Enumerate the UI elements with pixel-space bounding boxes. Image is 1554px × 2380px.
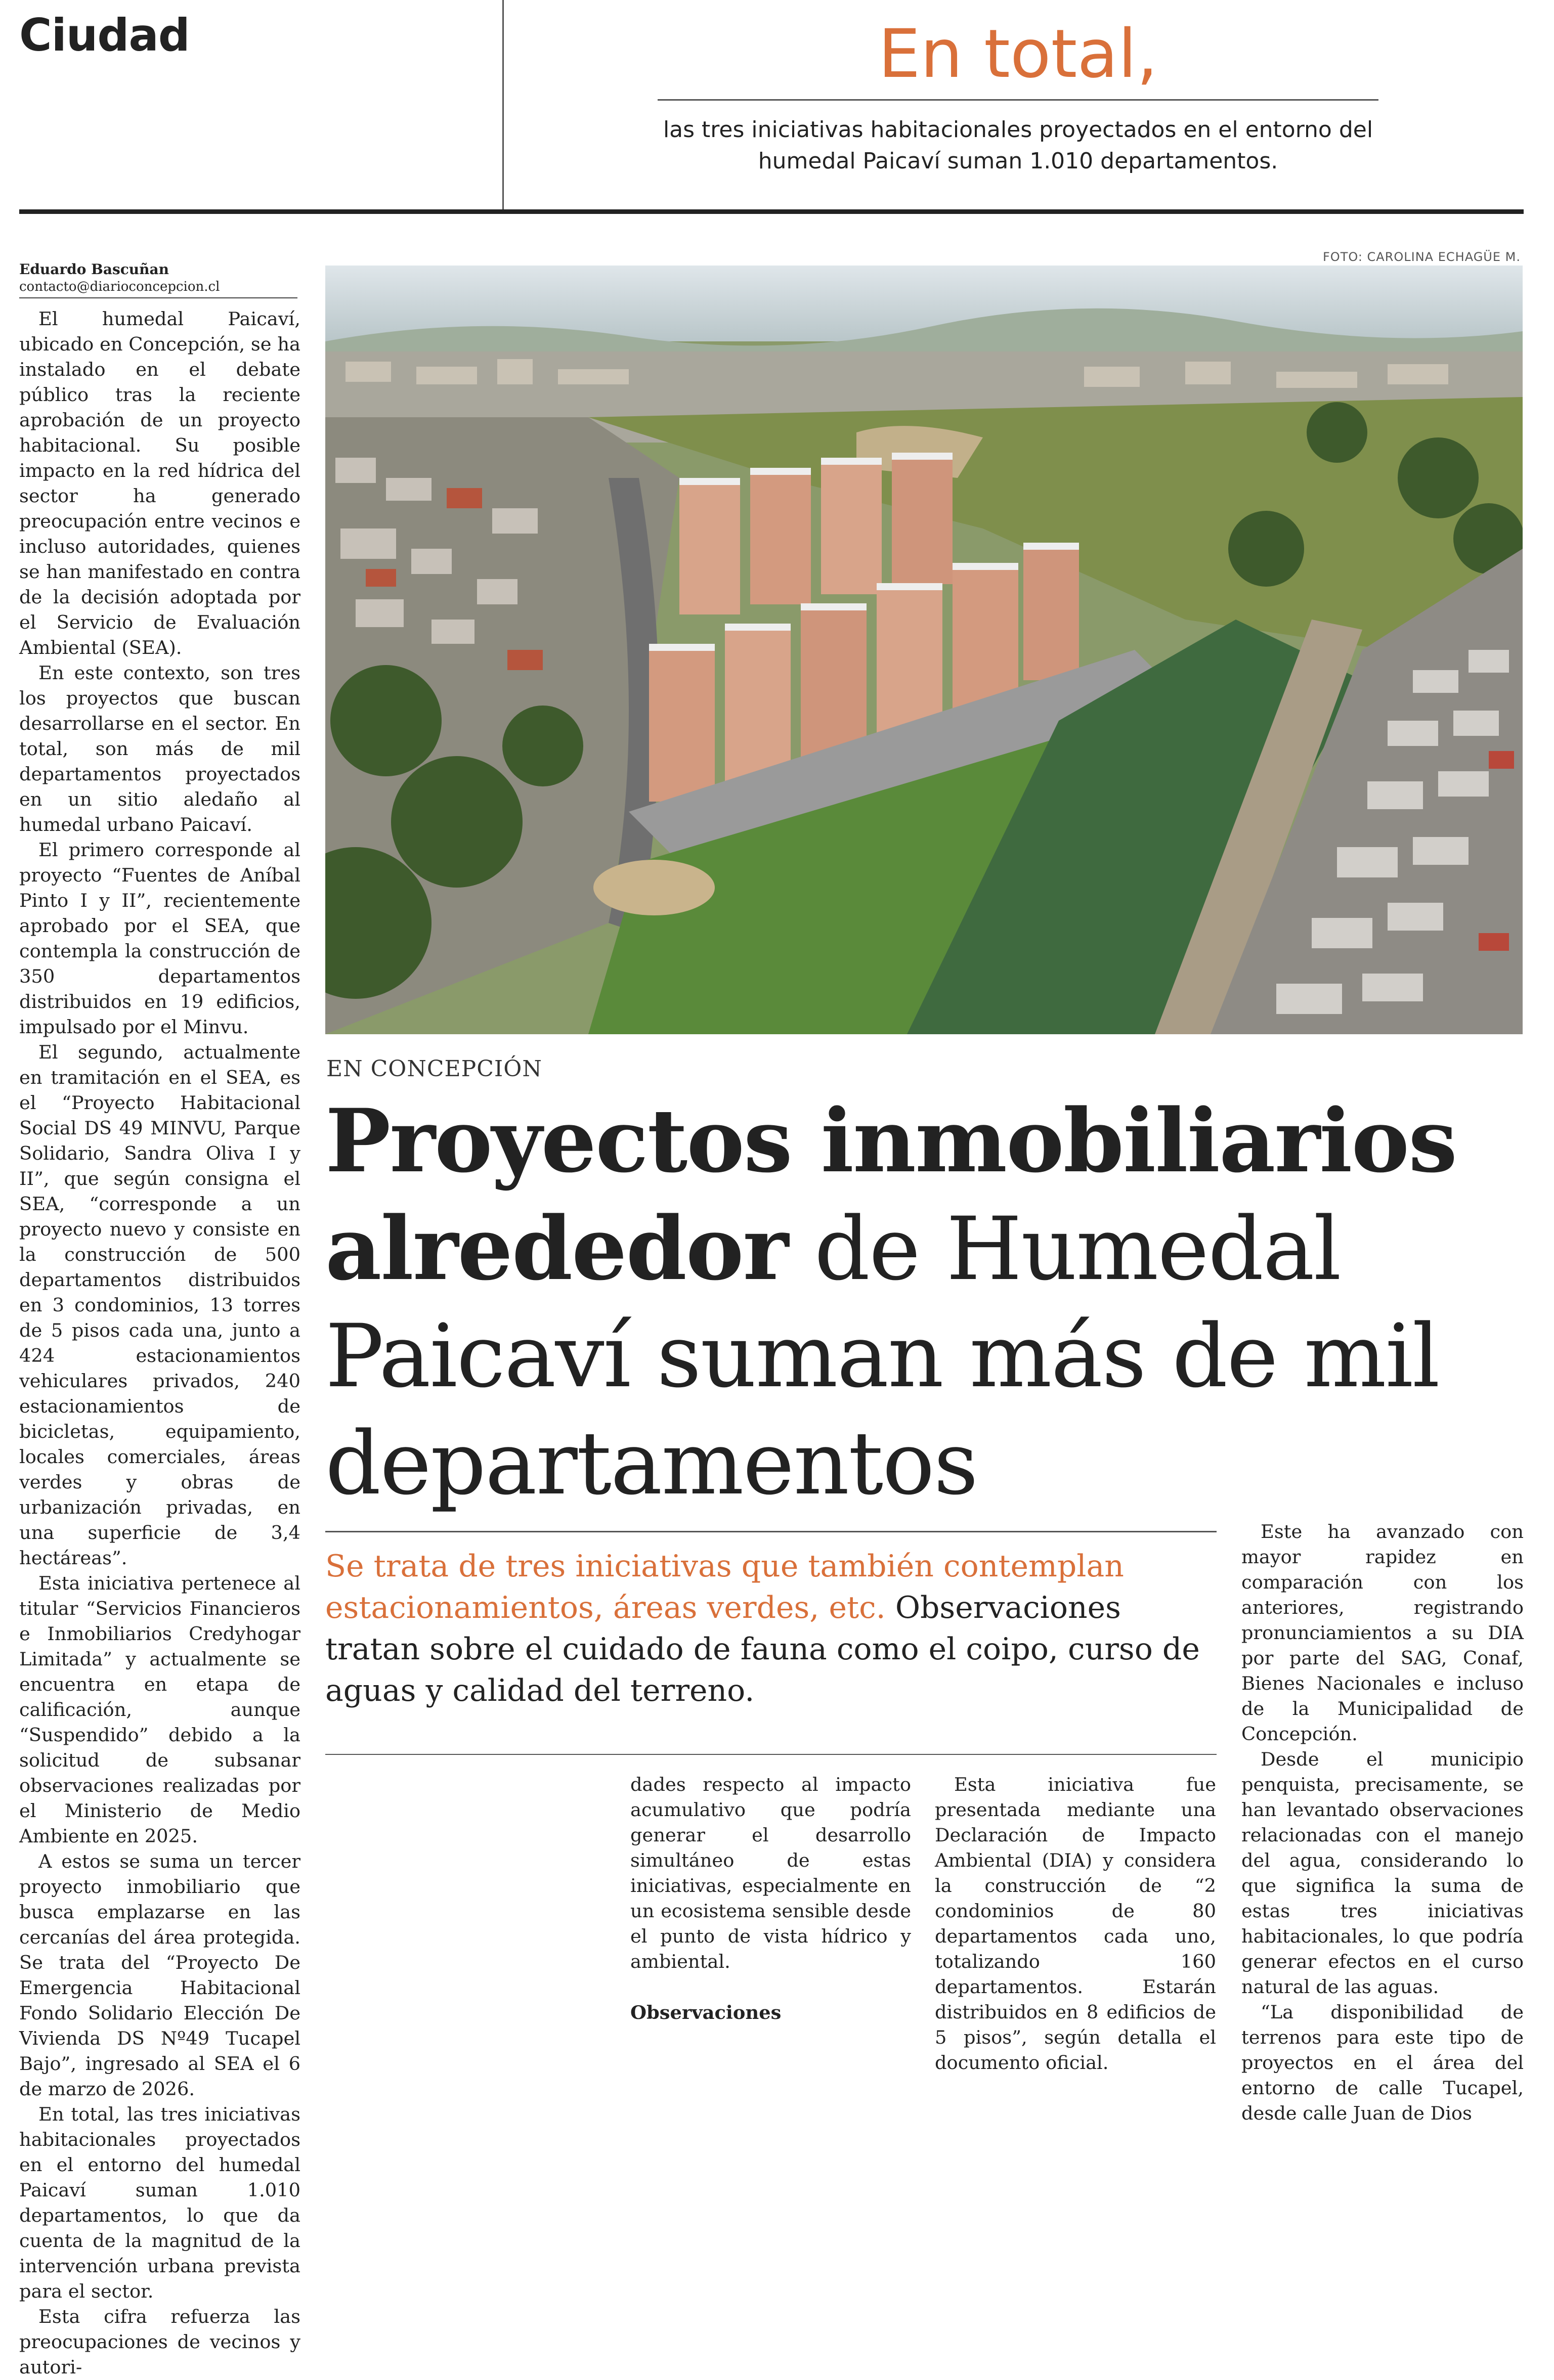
- author-name: Eduardo Bascuñan: [19, 261, 169, 278]
- deck: [325, 1546, 1217, 1711]
- article-column-3: [630, 1772, 911, 2025]
- paragraph: dades respecto al impacto acumulativo que podría generar el desarrollo simultáneo de estas iniciativas, especialmente en un ecosistema sensible desde el punto de vista hídrico y ambiental.: [630, 1774, 911, 1972]
- article-column-4: [935, 1772, 1216, 2076]
- photo-credit: FOTO: CAROLINA ECHAGÜE M.: [1323, 250, 1521, 264]
- article-kicker: EN CONCEPCIÓN: [326, 1056, 542, 1082]
- paragraph: El humedal Paicaví, ubicado en Concepción, se ha instalado en el debate público tras la reciente aprobación de un proyecto habitacional. Su posible impacto en la red hídrica del sector ha generado preocupación entre vecinos e incluso autoridades, quienes se han manifestado en contra de la decisión adoptada por el Servicio de Evaluación Ambiental (SEA).: [19, 308, 300, 658]
- paragraph: Desde el municipio penquista, precisamente, se han levantado observaciones relacionadas con el manejo del agua, considerando lo que significa la suma de estas tres iniciativas habitacionales, lo que podría generar efectos en el curso natural de las aguas.: [1241, 1748, 1524, 1998]
- headline-rest: de Humedal Paicaví suman más de mil departamentos: [325, 1198, 1439, 1514]
- deck-rule: [325, 1531, 1217, 1532]
- paragraph: Este ha avanzado con mayor rapidez en comparación con los anteriores, registrando pronunciamientos a su DIA por parte del SAG, Conaf, Bienes Nacionales e incluso de la Municipalidad de Concepción.: [1241, 1521, 1524, 1745]
- pull-quote-rule: [658, 99, 1378, 101]
- article-column-1: [19, 306, 300, 2380]
- paragraph: “La disponibilidad de terrenos para este tipo de proyectos en el área del entorno de calle Tucapel, desde calle Juan de Dios: [1241, 2001, 1524, 2124]
- subheading: Observaciones: [630, 2001, 782, 2023]
- deck-accent: Se trata de tres iniciativas que también contemplan estacionamientos, áreas verdes, etc.: [325, 1549, 1124, 1625]
- header-rule: [19, 209, 1524, 214]
- paragraph: El segundo, actualmente en tramitación en el SEA, es el “Proyecto Habitacional Social DS 49 MINVU, Parque Solidario, Sandra Oliva I y II”, que según consigna el SEA, “corresponde a un proyecto nuevo y consiste en la construcción de 500 departamentos distribuidos en 3 condominios, 13 torres de 5 pisos cada una, junto a 424 estacionamientos vehiculares privados, 240 estacionamientos de bicicletas, equipamiento, locales comerciales, áreas verdes y obras de urbanización privadas, en una superficie de 3,4 hectáreas”.: [19, 1041, 300, 1569]
- deck-rest: Observaciones tratan sobre el cuidado de fauna como el coipo, curso de aguas y calidad del terreno.: [325, 1590, 1200, 1708]
- author-email[interactable]: contacto@diarioconcepcion.cl: [19, 279, 220, 294]
- byline-rule: [19, 297, 297, 298]
- paragraph: A estos se suma un tercer proyecto inmobiliario que busca emplazarse en las cercanías del área protegida. Se trata del “Proyecto De Emergencia Habitacional Fondo Solidario Elección De Vivienda DS Nº49 Tucapel Bajo”, ingresado al SEA el 6 de marzo de 2026.: [19, 1850, 300, 2100]
- article-column-5: [1241, 1519, 1524, 2126]
- body-rule: [325, 1754, 1217, 1755]
- pull-quote-text: las tres iniciativas habitacionales proyectados en el entorno del humedal Paicaví suman 1.010 departamentos.: [663, 117, 1373, 174]
- header-divider: [502, 0, 504, 210]
- paragraph: En este contexto, son tres los proyectos que buscan desarrollarse en el sector. En total, son más de mil departamentos proyectados en un sitio aledaño al humedal urbano Paicaví.: [19, 662, 300, 835]
- paragraph: En total, las tres iniciativas habitacionales proyectados en el entorno del humedal Paicaví suman 1.010 departamentos, lo que da cuenta de la magnitud de la intervención urbana prevista para el sector.: [19, 2103, 300, 2302]
- aerial-photo-illustration: [325, 266, 1523, 1034]
- paragraph: El primero corresponde al proyecto “Fuentes de Aníbal Pinto I y II”, recientemente aprobado por el SEA, que contempla la construcción de 350 departamentos distribuidos en 19 edificios, impulsado por el Minvu.: [19, 839, 300, 1038]
- headline-bold: Proyectos inmobiliarios alrededor: [325, 1089, 1457, 1300]
- paragraph: Esta cifra refuerza las preocupaciones de vecinos y autori-: [19, 2306, 300, 2378]
- headline: [325, 1087, 1524, 1517]
- paragraph: Esta iniciativa pertenece al titular “Servicios Financieros e Inmobiliarios Credyhogar Limitada” y actualmente se encuentra en etapa de calificación, aunque “Suspendido” debido a la solicitud de subsanar observaciones realizadas por el Ministerio de Medio Ambiente en 2025.: [19, 1572, 300, 1847]
- paragraph: Esta iniciativa fue presentada mediante una Declaración de Impacto Ambiental (DIA) y considera la construcción de “2 condominios de 80 departamentos cada uno, totalizando 160 departamentos. Estarán distribuidos en 8 edificios de 5 pisos”, según detalla el documento oficial.: [935, 1774, 1216, 2074]
- pull-quote-title: En total,: [878, 15, 1158, 93]
- section-label: Ciudad: [19, 9, 190, 61]
- aerial-photo: [325, 266, 1523, 1034]
